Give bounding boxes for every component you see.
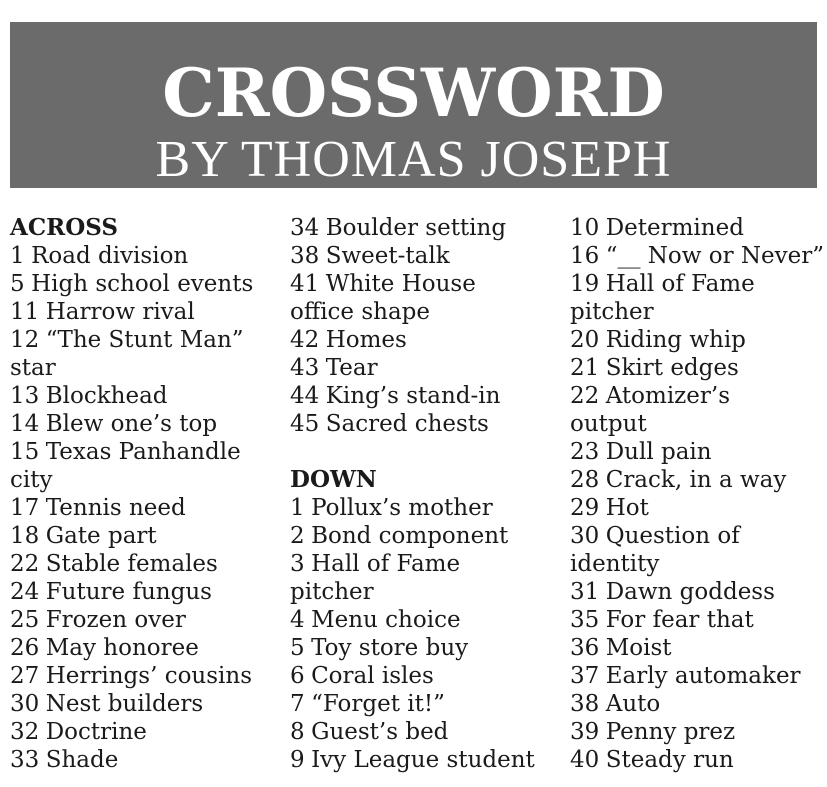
clue-text: Auto	[605, 691, 661, 717]
down-clue	[570, 690, 827, 718]
clue-number: 33	[10, 747, 40, 773]
clue-number: 37	[570, 663, 600, 689]
clue-text: Shade	[45, 747, 119, 773]
clue-text: Coral isles	[311, 663, 434, 689]
clue-number: 18	[10, 523, 40, 549]
clue-text: Herrings’ cousins	[45, 663, 253, 689]
down-clue	[290, 606, 565, 634]
down-clue	[290, 522, 565, 550]
clue-text: Ivy League student	[311, 747, 535, 773]
clue-text: Harrow rival	[45, 299, 195, 325]
down-clue	[290, 550, 565, 578]
clue-number: 30	[570, 523, 600, 549]
clue-text: Skirt edges	[605, 355, 739, 381]
clue-text: Nest builders	[45, 691, 204, 717]
clue-text: Sweet-talk	[325, 243, 450, 269]
across-clue	[10, 718, 285, 746]
section-heading: DOWN	[290, 466, 377, 493]
down-clue	[570, 270, 827, 298]
clue-column-3	[570, 214, 827, 774]
across-clue	[10, 746, 285, 774]
crossword-header	[10, 22, 817, 188]
clue-text: Hall of Fame	[311, 551, 461, 577]
clue-text: High school events	[31, 271, 254, 297]
down-clue	[570, 466, 827, 494]
clue-text: Menu choice	[311, 607, 461, 633]
page-title: CROSSWORD	[162, 54, 665, 132]
clue-text: Tear	[325, 355, 378, 381]
clue-number: 19	[570, 271, 600, 297]
clue-text: White House	[325, 271, 476, 297]
down-clue	[290, 690, 565, 718]
clue-number: 30	[10, 691, 40, 717]
across-clue	[10, 326, 285, 354]
clue-number: 7	[290, 691, 305, 717]
clue-text: Blockhead	[45, 383, 168, 409]
clue-text: Road division	[31, 243, 189, 269]
clue-text: city	[10, 467, 53, 493]
clue-number: 6	[290, 663, 305, 689]
clue-number: 24	[10, 579, 40, 605]
clue-text: Future fungus	[45, 579, 212, 605]
clue-number: 22	[10, 551, 40, 577]
clue-number: 35	[570, 607, 600, 633]
clue-number: 45	[290, 411, 320, 437]
down-clue	[570, 214, 827, 242]
clue-number: 32	[10, 719, 40, 745]
clue-number: 34	[290, 215, 320, 241]
clue-text: pitcher	[290, 579, 374, 605]
across-clue	[290, 326, 565, 354]
across-clue	[10, 550, 285, 578]
clue-number: 25	[10, 607, 40, 633]
clue-text: Sacred chests	[325, 411, 489, 437]
across-clue	[10, 242, 285, 270]
clue-text: Hot	[605, 495, 649, 521]
across-clue	[290, 382, 565, 410]
clue-number: 4	[290, 607, 305, 633]
down-clue	[290, 494, 565, 522]
clue-text: Toy store buy	[311, 635, 469, 661]
across-clue	[10, 578, 285, 606]
clue-number: 42	[290, 327, 320, 353]
clue-number: 40	[570, 747, 600, 773]
clue-text: Atomizer’s	[605, 383, 731, 409]
clue-text: Steady run	[605, 747, 734, 773]
clue-number: 43	[290, 355, 320, 381]
clue-number: 2	[290, 523, 305, 549]
clue-text: “The Stunt Man”	[45, 327, 244, 353]
clue-text: Blew one’s top	[45, 411, 218, 437]
down-clue	[570, 298, 827, 326]
clue-text: For fear that	[605, 607, 754, 633]
clue-text: Guest’s bed	[311, 719, 449, 745]
clue-column-1	[10, 214, 285, 774]
clue-text: Dawn goddess	[605, 579, 775, 605]
clue-text: Homes	[325, 327, 407, 353]
down-clue	[570, 382, 827, 410]
clue-number: 36	[570, 635, 600, 661]
clue-number: 5	[290, 635, 305, 661]
clue-number: 28	[570, 467, 600, 493]
across-clue	[290, 242, 565, 270]
clue-text: Riding whip	[605, 327, 746, 353]
down-clue	[570, 410, 827, 438]
down-clue	[570, 242, 827, 270]
across-clue	[290, 410, 565, 438]
clue-text: Tennis need	[45, 495, 186, 521]
section-spacer	[290, 438, 565, 466]
clue-number: 1	[290, 495, 305, 521]
down-clue	[290, 662, 565, 690]
clue-text: “__ Now or Never”	[605, 243, 825, 269]
down-clue	[570, 578, 827, 606]
clue-number: 17	[10, 495, 40, 521]
clue-text: star	[10, 355, 56, 381]
down-clue	[290, 578, 565, 606]
across-clue	[290, 270, 565, 298]
clue-text: Doctrine	[45, 719, 147, 745]
across-clue	[10, 606, 285, 634]
clue-number: 10	[570, 215, 600, 241]
down-clue	[570, 606, 827, 634]
byline: BY THOMAS JOSEPH	[155, 131, 672, 188]
clue-number: 38	[570, 691, 600, 717]
clue-text: Early automaker	[605, 663, 801, 689]
across-clue	[10, 298, 285, 326]
clue-number: 31	[570, 579, 600, 605]
clue-text: Hall of Fame	[605, 271, 755, 297]
clue-number: 9	[290, 747, 305, 773]
clue-text: output	[570, 411, 647, 437]
clue-text: Stable females	[45, 551, 218, 577]
down-clue	[290, 746, 565, 774]
across-clue	[10, 522, 285, 550]
across-clue	[10, 690, 285, 718]
clue-text: pitcher	[570, 299, 654, 325]
clue-number: 1	[10, 243, 25, 269]
clue-text: “Forget it!”	[311, 691, 445, 717]
clue-column-2	[290, 214, 565, 774]
across-clue	[10, 410, 285, 438]
clue-text: King’s stand-in	[325, 383, 501, 409]
clue-number: 13	[10, 383, 40, 409]
down-clue	[570, 634, 827, 662]
across-clue	[290, 298, 565, 326]
across-clue	[10, 634, 285, 662]
clue-text: Penny prez	[605, 719, 736, 745]
clue-number: 21	[570, 355, 600, 381]
across-clue	[10, 466, 285, 494]
clue-text: May honoree	[45, 635, 199, 661]
down-clue	[570, 550, 827, 578]
clue-text: Gate part	[45, 523, 157, 549]
across-clue	[290, 214, 565, 242]
across-clue	[10, 662, 285, 690]
clue-text: Texas Panhandle	[45, 439, 241, 465]
down-clue	[290, 718, 565, 746]
clue-text: identity	[570, 551, 660, 577]
clue-number: 27	[10, 663, 40, 689]
down-clue	[570, 718, 827, 746]
clue-number: 11	[10, 299, 40, 325]
clue-text: Crack, in a way	[605, 467, 787, 493]
clue-number: 14	[10, 411, 40, 437]
clue-number: 39	[570, 719, 600, 745]
clue-number: 15	[10, 439, 40, 465]
clue-text: Dull pain	[605, 439, 712, 465]
clue-text: Boulder setting	[325, 215, 507, 241]
clue-number: 23	[570, 439, 600, 465]
clue-text: Question of	[605, 523, 740, 549]
clue-number: 3	[290, 551, 305, 577]
clue-text: Moist	[605, 635, 672, 661]
across-clue	[10, 270, 285, 298]
across-clue	[290, 354, 565, 382]
clue-number: 26	[10, 635, 40, 661]
down-clue	[570, 746, 827, 774]
down-clue	[570, 438, 827, 466]
section-heading: ACROSS	[10, 214, 119, 241]
clue-number: 20	[570, 327, 600, 353]
clue-number: 5	[10, 271, 25, 297]
down-clue	[570, 494, 827, 522]
clue-number: 41	[290, 271, 320, 297]
across-clue	[10, 494, 285, 522]
clue-text: Determined	[605, 215, 744, 241]
clue-number: 29	[570, 495, 600, 521]
across-clue	[10, 382, 285, 410]
clue-text: Pollux’s mother	[311, 495, 493, 521]
clue-number: 44	[290, 383, 320, 409]
down-clue	[570, 522, 827, 550]
clue-text: Bond component	[311, 523, 509, 549]
clue-number: 22	[570, 383, 600, 409]
clue-number: 16	[570, 243, 600, 269]
clue-text: office shape	[290, 299, 431, 325]
clue-number: 8	[290, 719, 305, 745]
down-clue	[570, 662, 827, 690]
clue-number: 12	[10, 327, 40, 353]
down-clue	[570, 354, 827, 382]
across-clue	[10, 354, 285, 382]
down-clue	[290, 634, 565, 662]
across-clue	[10, 438, 285, 466]
down-clue	[570, 326, 827, 354]
clue-number: 38	[290, 243, 320, 269]
clue-text: Frozen over	[45, 607, 186, 633]
